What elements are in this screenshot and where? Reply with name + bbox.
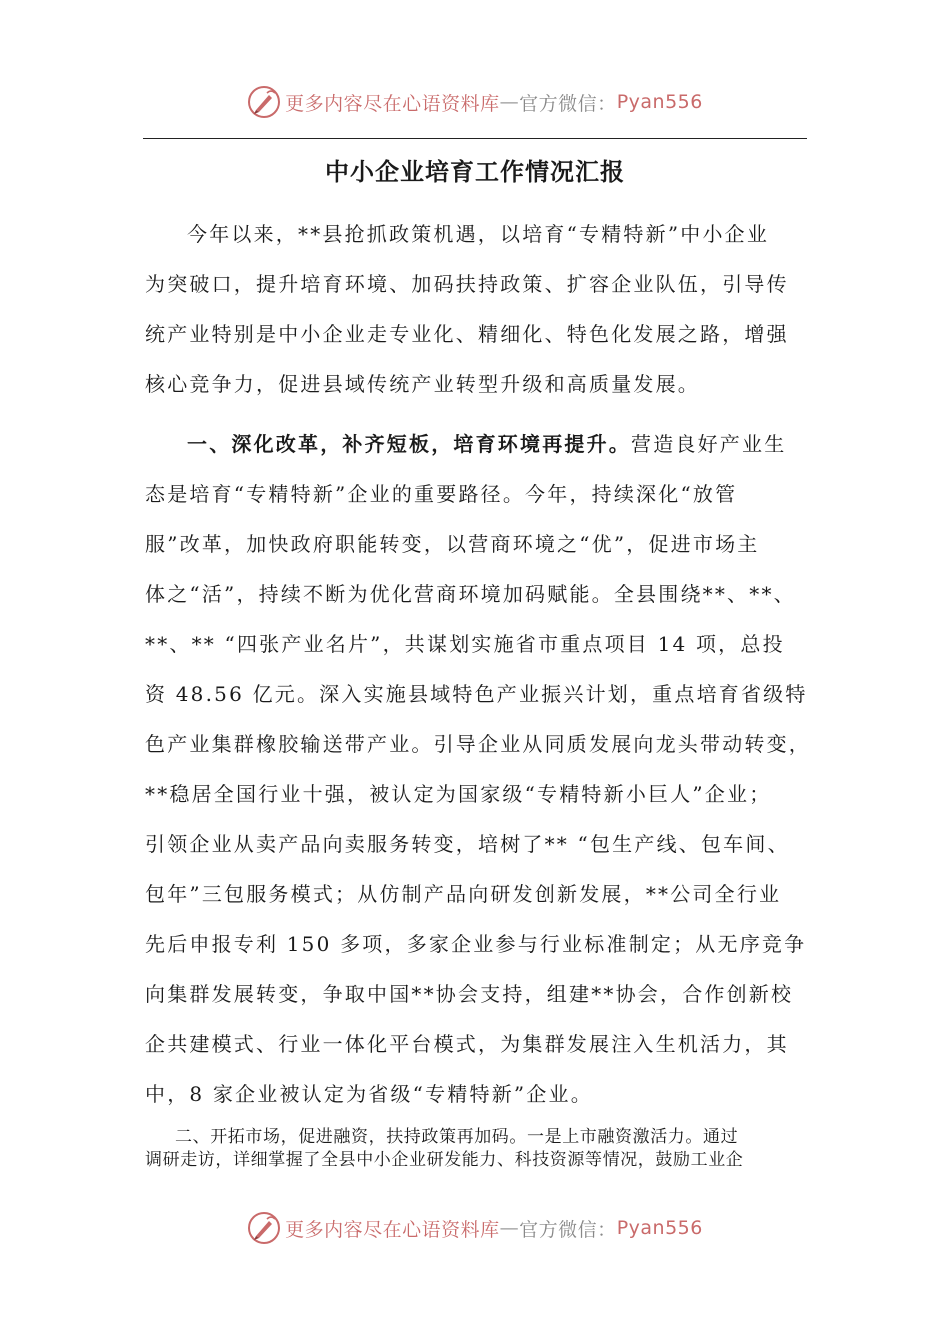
paragraph-line: 今年以来，**县抢抓政策机遇，以培育“专精特新”中小企业 — [187, 222, 770, 246]
paragraph-section-2 — [145, 1126, 810, 1172]
banner-wechat-id: Pyan556 — [616, 1217, 703, 1239]
banner-wechat-label: 官方微信： — [519, 92, 617, 115]
header-divider — [143, 138, 807, 139]
section-heading: 一、深化改革，补齐短板，培育环境再提升。 — [187, 432, 631, 456]
banner-dash: — — [499, 1217, 520, 1239]
pen-logo-icon — [247, 85, 281, 119]
document-title: 中小企业培育工作情况汇报 — [325, 157, 625, 186]
paragraph-line: 企共建模式、行业一体化平台模式，为集群发展注入生机活力，其 — [145, 1032, 789, 1056]
paragraph-line: 调研走访，详细掌握了全县中小企业研发能力、科技资源等情况，鼓励工业企 — [145, 1150, 744, 1170]
paragraph-line: 色产业集群橡胶输送带产业。引导企业从同质发展向龙头带动转变， — [145, 732, 811, 756]
paragraph-line: 中，8 家企业被认定为省级“专精特新”企业。 — [145, 1082, 593, 1106]
header-banner — [0, 82, 950, 122]
paragraph-line: 资 48.56 亿元。深入实施县域特色产业振兴计划，重点培育省级特 — [145, 682, 808, 706]
footer-banner — [0, 1208, 950, 1248]
paragraph-line: **稳居全国行业十强，被认定为国家级“专精特新小巨人”企业； — [145, 782, 772, 806]
paragraph-line: 向集群发展转变，争取中国**协会支持，组建**协会，合作创新校 — [145, 982, 794, 1006]
paragraph-line: 核心竞争力，促进县域传统产业转型升级和高质量发展。 — [145, 372, 700, 396]
banner-wechat-id: Pyan556 — [616, 91, 703, 113]
paragraph-line: 态是培育“专精特新”企业的重要路径。今年，持续深化“放管 — [145, 482, 738, 506]
paragraph-line: **、** “四张产业名片”，共谋划实施省市重点项目 14 项，总投 — [145, 632, 785, 656]
paragraph-intro — [145, 209, 810, 409]
paragraph-line — [145, 419, 810, 469]
banner-text: 更多内容尽在心语资料库 — [285, 92, 500, 115]
paragraph-line: 服”改革，加快政府职能转变，以营商环境之“优”，促进市场主 — [145, 532, 760, 556]
paragraph-line: 统产业特别是中小企业走专业化、精细化、特色化发展之路，增强 — [145, 322, 789, 346]
pen-logo-icon — [247, 1211, 281, 1245]
banner-text: 更多内容尽在心语资料库 — [285, 1218, 500, 1241]
paragraph-line: 先后申报专利 150 多项，多家企业参与行业标准制定；从无序竞争 — [145, 932, 807, 956]
banner-dash: — — [499, 91, 520, 113]
paragraph-line: 二、开拓市场，促进融资，扶持政策再加码。一是上市融资激活力。通过 — [175, 1127, 739, 1147]
banner-wechat-label: 官方微信： — [519, 1218, 617, 1241]
paragraph-line: 包年”三包服务模式；从仿制产品向研发创新发展，**公司全行业 — [145, 882, 782, 906]
paragraph-line: 体之“活”，持续不断为优化营商环境加码赋能。全县围绕**、**、 — [145, 582, 796, 606]
paragraph-line: 引领企业从卖产品向卖服务转变，培树了** “包生产线、包车间、 — [145, 832, 790, 856]
paragraph-text: 营造良好产业生 — [631, 432, 787, 456]
paragraph-section-1 — [145, 419, 810, 1119]
paragraph-line: 为突破口，提升培育环境、加码扶持政策、扩容企业队伍，引导传 — [145, 272, 789, 296]
